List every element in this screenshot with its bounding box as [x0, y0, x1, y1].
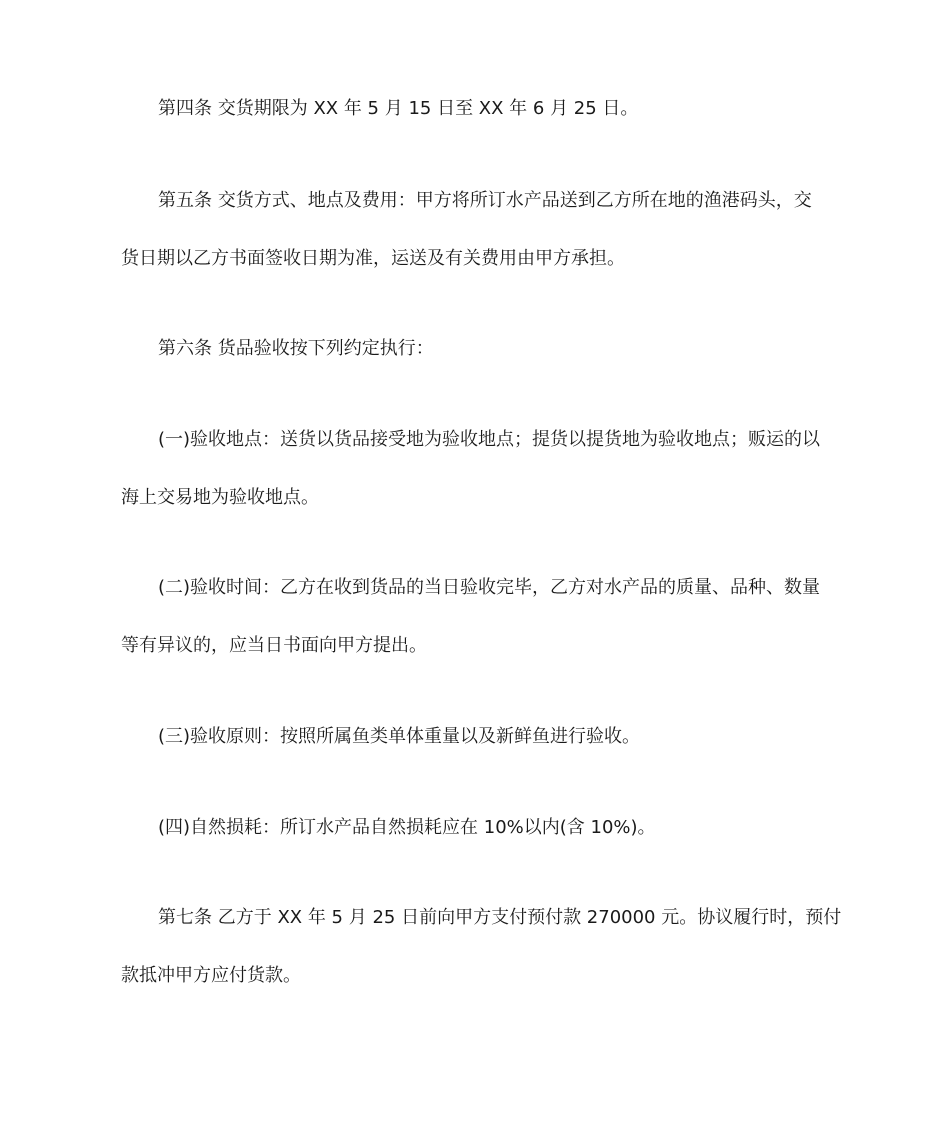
article-6-line: 第六条 货品验收按下列约定执行： — [158, 338, 434, 359]
article-5-line-2: 货日期以乙方书面签收日期为准，运送及有关费用由甲方承担。 — [121, 248, 625, 269]
clause-2-line-1: (二)验收时间：乙方在收到货品的当日验收完毕，乙方对水产品的质量、品种、数量 — [158, 577, 821, 598]
article-4-line: 第四条 交货期限为 XX 年 5 月 15 日至 XX 年 6 月 25 日。 — [158, 98, 639, 119]
article-7-line-2: 款抵冲甲方应付货款。 — [121, 965, 301, 986]
clause-4-line: (四)自然损耗：所订水产品自然损耗应在 10%以内(含 10%)。 — [158, 817, 656, 838]
clause-3-line: (三)验收原则：按照所属鱼类单体重量以及新鲜鱼进行验收。 — [158, 726, 641, 747]
clause-2-line-2: 等有异议的，应当日书面向甲方提出。 — [121, 635, 427, 656]
clause-1-line-2: 海上交易地为验收地点。 — [121, 487, 319, 508]
article-5-line-1: 第五条 交货方式、地点及费用：甲方将所订水产品送到乙方所在地的渔港码头，交 — [158, 190, 812, 211]
clause-1-line-1: (一)验收地点：送货以货品接受地为验收地点；提货以提货地为验收地点；贩运的以 — [158, 429, 821, 450]
article-7-line-1: 第七条 乙方于 XX 年 5 月 25 日前向甲方支付预付款 270000 元。协议履行时，预付 — [158, 907, 842, 928]
